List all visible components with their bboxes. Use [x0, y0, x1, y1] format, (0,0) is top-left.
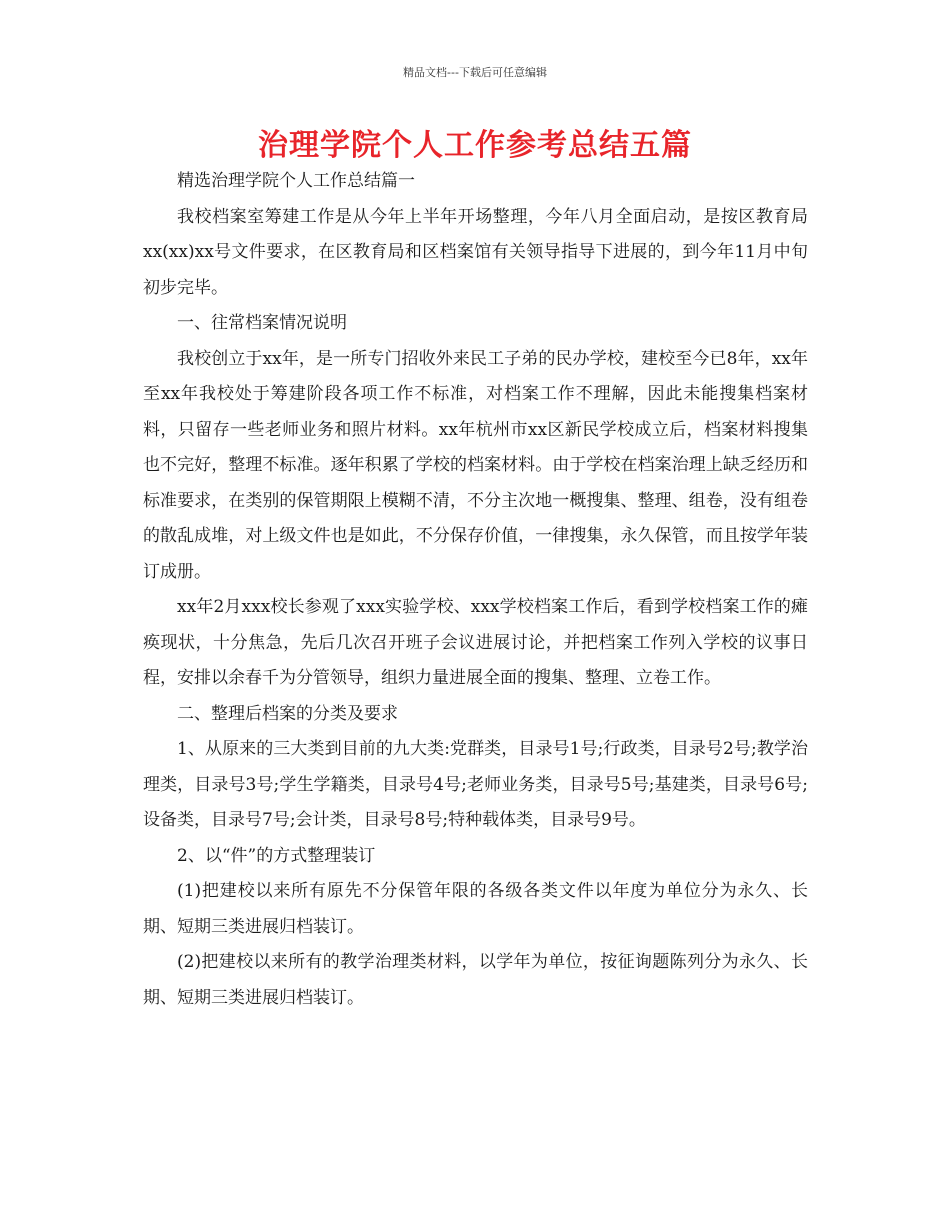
body-paragraph: xx年2月xxx校长参观了xxx实验学校、xxx学校档案工作后，看到学校档案工作的瘫痪现状，十分焦急，先后几次召开班子会议进展讨论，并把档案工作列入学校的议事日程，安排以余春千为分管领导，组织力量进展全面的搜集、整理、立卷工作。	[143, 597, 808, 688]
section-subtitle: 精选治理学院个人工作总结篇一	[177, 171, 415, 191]
sub-heading: 2、以“件”的方式整理装订	[177, 845, 376, 866]
section-heading: 二、整理后档案的分类及要求	[177, 703, 398, 724]
body-paragraph: (1)把建校以来所有原先不分保管年限的各级各类文件以年度为单位分为永久、长期、短期三类进展归档装订。	[143, 881, 808, 937]
section-heading: 一、往常档案情况说明	[177, 313, 347, 333]
body-paragraph: 我校创立于xx年，是一所专门招收外来民工子弟的民办学校，建校至今已8年，xx年至xx年我校处于筹建阶段各项工作不标准，对档案工作不理解，因此未能搜集档案材料，只留存一些老师业务和照片材料。xx年杭州市xx区新民学校成立后，档案材料搜集也不完好，整理不标准。逐年积累了学校的档案材料。由于学校在档案治理上缺乏经历和标准要求，在类别的保管期限上模糊不清，不分主次地一概搜集、整理、组卷，没有组卷的散乱成堆，对上级文件也是如此，不分保存价值，一律搜集，永久保管，而且按学年装订成册。	[143, 348, 808, 582]
body-paragraph: 我校档案室筹建工作是从今年上半年开场整理，今年八月全面启动，是按区教育局xx(xx)xx号文件要求，在区教育局和区档案馆有关领导指导下进展的，到今年11月中旬初步完毕。	[143, 206, 808, 298]
document-title: 治理学院个人工作参考总结五篇	[258, 128, 692, 163]
page-header-note: 精品文档---下载后可任意编辑	[403, 66, 547, 79]
document-body	[143, 164, 808, 1016]
body-paragraph: 1、从原来的三大类到目前的九大类:党群类，目录号1号;行政类，目录号2号;教学治理类，目录号3号;学生学籍类，目录号4号;老师业务类，目录号5号;基建类，目录号6号;设备类，目录号7号;会计类，目录号8号;特种载体类，目录号9号。	[143, 739, 808, 830]
body-paragraph: (2)把建校以来所有的教学治理类材料，以学年为单位，按征询题陈列分为永久、长期、短期三类进展归档装订。	[143, 952, 808, 1008]
